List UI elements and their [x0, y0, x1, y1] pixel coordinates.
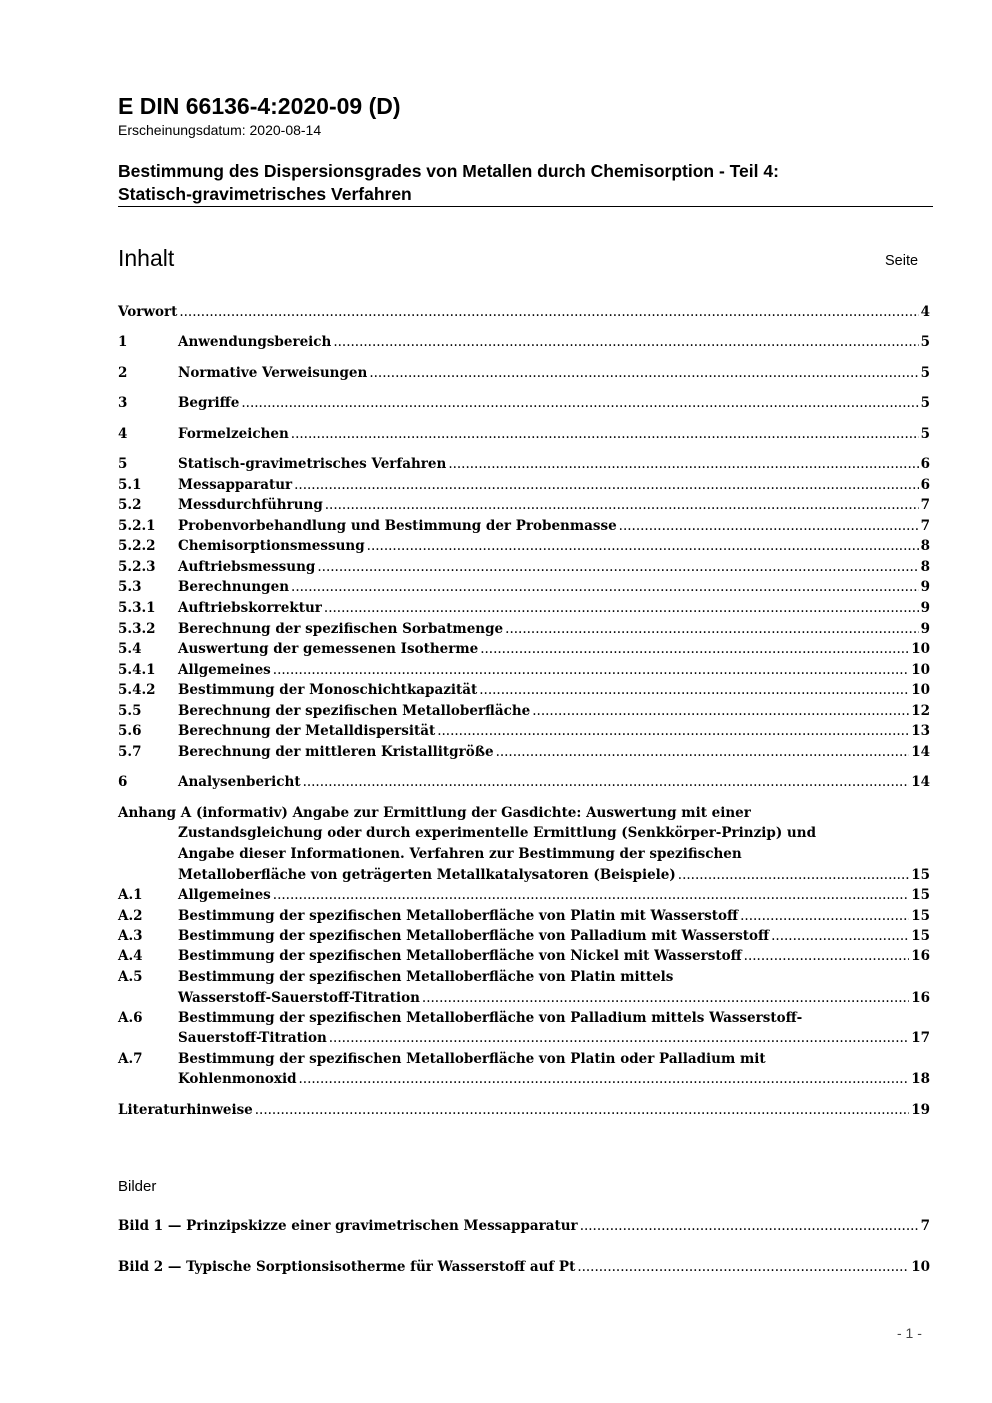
toc-entry-title: Wasserstoff-Sauerstoff-Titration [178, 990, 420, 1006]
dot-leader [369, 363, 918, 383]
dot-leader [273, 660, 909, 680]
toc-entry-number: 5.2 [118, 497, 142, 513]
toc-entry-number: 5.1 [118, 477, 142, 493]
dot-leader [532, 701, 909, 721]
toc-entry-page: 7 [920, 497, 930, 513]
dot-leader [324, 598, 919, 618]
toc-entry[interactable] [118, 772, 930, 792]
toc-entry-title: Normative Verweisungen [178, 365, 368, 381]
toc-entry[interactable] [118, 363, 930, 383]
toc-entry-page: 15 [911, 887, 930, 903]
toc-entry-page: 5 [920, 426, 930, 442]
toc-entry-number: A.3 [118, 928, 143, 944]
page-number: - 1 - [897, 1325, 922, 1341]
publication-date: Erscheinungsdatum: 2020-08-14 [118, 122, 322, 138]
toc-entry-number: 5.6 [118, 723, 142, 739]
dot-leader [367, 536, 919, 556]
toc-entry-title-line[interactable]: Bestimmung der spezifischen Metalloberfläche von Platin mittels [178, 969, 674, 985]
toc-entry-number: 5.5 [118, 703, 142, 719]
dot-leader [744, 946, 910, 966]
toc-entry[interactable] [118, 946, 930, 966]
dot-leader [479, 680, 909, 700]
toc-entry-number: 5.2.1 [118, 518, 156, 534]
toc-entry-title: Berechnung der mittleren Kristallitgröße [178, 744, 494, 760]
toc-entry-vorwort[interactable] [118, 302, 930, 322]
toc-entry-page: 8 [920, 538, 930, 554]
standard-title: E DIN 66136-4:2020-09 (D) [118, 93, 401, 119]
toc-entry-title: Berechnung der spezifischen Sorbatmenge [178, 621, 504, 637]
toc-entry-page: 8 [920, 559, 930, 575]
toc-entry-title: Messapparatur [178, 477, 293, 493]
toc-entry[interactable] [178, 988, 930, 1008]
toc-entry-title: Statisch-gravimetrisches Verfahren [178, 456, 447, 472]
toc-entry-title: Kohlenmonoxid [178, 1071, 297, 1087]
toc-entry-title: Anwendungsbereich [178, 334, 332, 350]
toc-entry-number: 5.2.3 [118, 559, 156, 575]
dot-leader [294, 475, 918, 495]
toc-entry-page: 10 [911, 662, 930, 678]
toc-entry-page: 5 [920, 395, 930, 411]
toc-entry[interactable] [178, 1069, 930, 1089]
dot-leader [325, 495, 919, 515]
toc-entry-title: Berechnung der Metalldispersität [178, 723, 436, 739]
toc-entry-title: Auswertung der gemessenen Isotherme [178, 641, 479, 657]
toc-entry-page: 13 [911, 723, 930, 739]
toc-entry-title: Begriffe [178, 395, 240, 411]
dot-leader [333, 332, 918, 352]
toc-entry-page: 10 [911, 641, 930, 657]
toc-entry[interactable] [118, 701, 930, 721]
dot-leader [317, 557, 918, 577]
dot-leader [291, 424, 919, 444]
dot-leader [505, 619, 918, 639]
toc-entry-title: Metalloberfläche von geträgerten Metallkatalysatoren (Beispiele) [178, 867, 676, 883]
toc-entry[interactable] [118, 639, 930, 659]
toc-entry[interactable] [118, 598, 930, 618]
toc-entry-title: Sauerstoff-Titration [178, 1030, 327, 1046]
dot-leader [678, 865, 909, 885]
toc-entry-title: Allgemeines [178, 662, 271, 678]
toc-entry-title: Berechnung der spezifischen Metalloberfläche [178, 703, 531, 719]
dot-leader [577, 1257, 909, 1277]
dot-leader [299, 1069, 910, 1089]
figure-entry-title: Bild 1 — Prinzipskizze einer gravimetrischen Messapparatur [118, 1218, 578, 1234]
toc-entry-number: 5.4 [118, 641, 142, 657]
toc-entry[interactable] [118, 577, 930, 597]
toc-entry-title: Analysenbericht [178, 774, 301, 790]
toc-entry-title: Literaturhinweise [118, 1102, 253, 1118]
toc-entry-page: 6 [920, 456, 930, 472]
annex-a-title-line: Angabe dieser Informationen. Verfahren zur Bestimmung der spezifischen [178, 846, 742, 862]
toc-entry-number: A.2 [118, 908, 143, 924]
toc-entry-number: 5.4.1 [118, 662, 156, 678]
toc-entry[interactable] [118, 557, 930, 577]
toc-entry-page: 15 [911, 928, 930, 944]
toc-entry-literaturhinweise[interactable] [118, 1100, 930, 1120]
toc-entry-number: A.7 [118, 1051, 143, 1067]
dot-leader [448, 454, 918, 474]
toc-entry-title: Berechnungen [178, 579, 290, 595]
toc-entry-number: 5 [118, 456, 128, 472]
toc-entry-annex-a[interactable] [178, 865, 930, 885]
dot-leader [422, 988, 909, 1008]
toc-entry[interactable] [118, 885, 930, 905]
toc-entry-title-line[interactable]: Bestimmung der spezifischen Metalloberfläche von Palladium mittels Wasserstoff- [178, 1010, 803, 1026]
toc-entry-title: Bestimmung der spezifischen Metalloberfläche von Platin mit Wasserstoff [178, 908, 739, 924]
figure-entry-page: 10 [911, 1259, 930, 1275]
toc-entry-title: Bestimmung der spezifischen Metalloberfläche von Palladium mit Wasserstoff [178, 928, 770, 944]
toc-entry-page: 14 [911, 744, 930, 760]
toc-entry[interactable] [118, 926, 930, 946]
toc-entry-title: Messdurchführung [178, 497, 323, 513]
subtitle-line: Statisch-gravimetrisches Verfahren [118, 184, 412, 204]
toc-entry-title: Allgemeines [178, 887, 271, 903]
dot-leader [740, 906, 909, 926]
toc-entry-number: 5.7 [118, 744, 142, 760]
annex-a-title-line: Zustandsgleichung oder durch experimentelle Ermittlung (Senkkörper-Prinzip) und [178, 825, 817, 841]
toc-entry[interactable] [118, 495, 930, 515]
toc-entry-number: A.1 [118, 887, 143, 903]
toc-entry-page: 4 [920, 304, 930, 320]
toc-entry-page: 16 [911, 990, 930, 1006]
toc-entry-number: 2 [118, 365, 128, 381]
toc-entry-page: 14 [911, 774, 930, 790]
toc-entry[interactable] [118, 516, 930, 536]
toc-entry[interactable] [118, 475, 930, 495]
toc-entry-number: A.5 [118, 969, 143, 985]
toc-entry-page: 9 [920, 600, 930, 616]
toc-entry-number: 5.3.2 [118, 621, 156, 637]
dot-leader [273, 885, 909, 905]
page-column-label: Seite [885, 253, 919, 269]
toc-entry-number: 6 [118, 774, 128, 790]
toc-entry[interactable] [118, 619, 930, 639]
figures-heading: Bilder [118, 1178, 157, 1195]
dot-leader [771, 926, 909, 946]
figure-entry-page: 7 [920, 1218, 930, 1234]
toc-entry-number: A.6 [118, 1010, 143, 1026]
toc-entry-title: Auftriebskorrektur [178, 600, 322, 616]
toc-entry-number: 5.3.1 [118, 600, 156, 616]
annex-a-title-line[interactable]: Anhang A (informativ) Angabe zur Ermittlung der Gasdichte: Auswertung mit einer [118, 805, 751, 821]
toc-entry-page: 15 [911, 908, 930, 924]
figure-list-entry[interactable] [118, 1216, 930, 1236]
toc-entry-title: Formelzeichen [178, 426, 289, 442]
toc-entry-page: 12 [911, 703, 930, 719]
toc-entry-title: Chemisorptionsmessung [178, 538, 365, 554]
toc-entry[interactable] [118, 424, 930, 444]
toc-entry-number: 5.3 [118, 579, 142, 595]
toc-entry[interactable] [118, 536, 930, 556]
toc-entry-number: 1 [118, 334, 128, 350]
toc-entry-page: 16 [911, 948, 930, 964]
dot-leader [496, 742, 910, 762]
dot-leader [619, 516, 919, 536]
toc-heading: Inhalt [118, 245, 175, 271]
toc-entry-number: 4 [118, 426, 128, 442]
toc-entry-title-line[interactable]: Bestimmung der spezifischen Metalloberfläche von Platin oder Palladium mit [178, 1051, 766, 1067]
toc-entry[interactable] [118, 454, 930, 474]
toc-entry-page: 6 [920, 477, 930, 493]
toc-entry-page: 7 [920, 518, 930, 534]
dot-leader [580, 1216, 919, 1236]
dot-leader [437, 721, 909, 741]
toc-entry-title: Vorwort [118, 304, 178, 320]
toc-entry-page: 18 [911, 1071, 930, 1087]
dot-leader [329, 1028, 909, 1048]
dot-leader [480, 639, 909, 659]
dot-leader [255, 1100, 909, 1120]
toc-entry-number: 5.4.2 [118, 682, 156, 698]
toc-entry[interactable] [118, 332, 930, 352]
header-rule [118, 206, 933, 207]
toc-entry-title: Auftriebsmessung [178, 559, 316, 575]
toc-entry-number: A.4 [118, 948, 143, 964]
toc-entry-page: 15 [911, 867, 930, 883]
figure-list-entry[interactable] [118, 1257, 930, 1277]
dot-leader [291, 577, 919, 597]
toc-entry-page: 5 [920, 334, 930, 350]
subtitle-line: Bestimmung des Dispersionsgrades von Metallen durch Chemisorption - Teil 4: [118, 161, 779, 181]
dot-leader [303, 772, 910, 792]
toc-entry-page: 19 [911, 1102, 930, 1118]
toc-entry-number: 5.2.2 [118, 538, 156, 554]
toc-entry[interactable] [118, 680, 930, 700]
toc-entry[interactable] [118, 742, 930, 762]
toc-entry[interactable] [118, 721, 930, 741]
dot-leader [179, 302, 918, 322]
document-subtitle [118, 160, 933, 206]
toc-entry-page: 17 [911, 1030, 930, 1046]
toc-entry[interactable] [118, 660, 930, 680]
toc-entry[interactable] [178, 1028, 930, 1048]
toc-entry-page: 10 [911, 682, 930, 698]
toc-entry-page: 9 [920, 579, 930, 595]
toc-entry[interactable] [118, 393, 930, 413]
toc-entry-number: 3 [118, 395, 128, 411]
toc-entry-title: Probenvorbehandlung und Bestimmung der Probenmasse [178, 518, 617, 534]
toc-entry-page: 5 [920, 365, 930, 381]
figure-entry-title: Bild 2 — Typische Sorptionsisotherme für Wasserstoff auf Pt [118, 1259, 576, 1275]
toc-entry-page: 9 [920, 621, 930, 637]
toc-entry[interactable] [118, 906, 930, 926]
toc-entry-title: Bestimmung der spezifischen Metalloberfläche von Nickel mit Wasserstoff [178, 948, 742, 964]
toc-entry-title: Bestimmung der Monoschichtkapazität [178, 682, 478, 698]
dot-leader [241, 393, 918, 413]
